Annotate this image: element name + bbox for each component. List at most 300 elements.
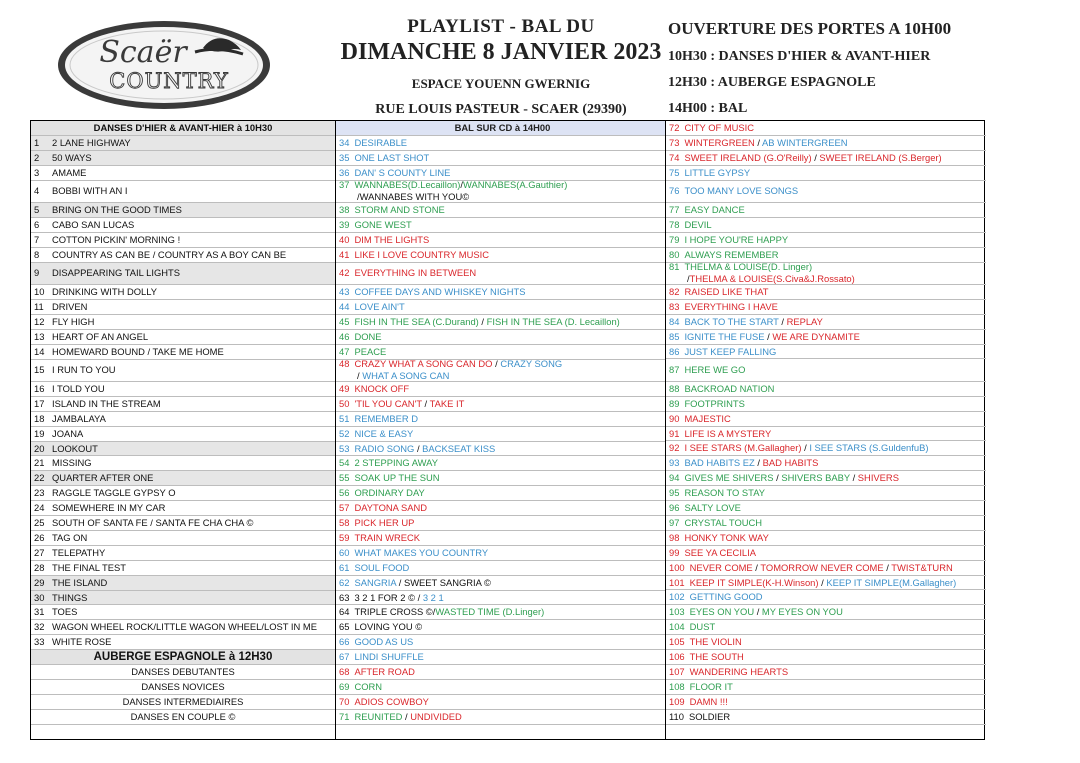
row-title: DISAPPEARING TAIL LIGHTS bbox=[52, 267, 180, 279]
title-part: / bbox=[773, 472, 782, 484]
title-part: SHIVERS BABY bbox=[781, 472, 850, 484]
song-row bbox=[336, 151, 666, 166]
row-line bbox=[34, 472, 335, 484]
row-line bbox=[669, 502, 986, 514]
column-danses-hier bbox=[31, 121, 335, 739]
row-number: 80 bbox=[669, 248, 680, 260]
title-part: / SWEET SANGRIA © bbox=[396, 576, 491, 588]
title-part: / bbox=[752, 561, 761, 573]
column-bal-suite bbox=[665, 121, 986, 739]
row-line bbox=[34, 301, 335, 313]
row-line bbox=[669, 263, 986, 274]
row-number: 73 bbox=[669, 136, 680, 148]
song-row bbox=[666, 665, 986, 680]
row-line bbox=[339, 301, 666, 313]
row-title: BRING ON THE GOOD TIMES bbox=[52, 204, 182, 216]
title-part: JUST KEEP FALLING bbox=[684, 345, 777, 357]
row-line bbox=[669, 696, 986, 708]
dance-row bbox=[31, 516, 335, 531]
title-part: / bbox=[818, 576, 827, 588]
row-title: I TOLD YOU bbox=[52, 382, 105, 394]
row-title: WAGON WHEEL ROCK/LITTLE WAGON WHEEL/LOST IN ME bbox=[52, 621, 317, 633]
row-line bbox=[669, 636, 986, 648]
title-part: FOOTPRINTS bbox=[684, 397, 745, 409]
row-line-continued bbox=[339, 191, 666, 203]
title-part: / bbox=[754, 457, 763, 469]
row-number: 23 bbox=[34, 487, 45, 499]
title-part: NICE & EASY bbox=[354, 427, 414, 439]
row-number: 67 bbox=[339, 651, 350, 663]
row-title: THINGS bbox=[52, 591, 88, 603]
song-row bbox=[336, 181, 666, 203]
row-number: 57 bbox=[339, 502, 350, 514]
row-line bbox=[339, 666, 666, 678]
title-part: WANNABES(A.Gauthier) bbox=[462, 180, 568, 191]
title-part: / bbox=[849, 472, 858, 484]
row-line bbox=[339, 267, 666, 279]
song-row bbox=[666, 218, 986, 233]
song-row bbox=[666, 635, 986, 650]
dance-row bbox=[31, 360, 335, 382]
row-number: 61 bbox=[339, 561, 350, 573]
row-number: 24 bbox=[34, 502, 45, 514]
title-part: SOUL FOOD bbox=[354, 561, 410, 573]
row-line bbox=[339, 398, 666, 410]
row-number: 72 bbox=[669, 121, 680, 133]
row-title: TAG ON bbox=[52, 531, 88, 543]
row-line bbox=[34, 234, 335, 246]
row-line bbox=[34, 413, 335, 425]
row-line bbox=[339, 711, 666, 723]
dance-row bbox=[31, 457, 335, 472]
song-row bbox=[666, 382, 986, 397]
row-number: 6 bbox=[34, 218, 40, 230]
title-part: UNDIVIDED bbox=[410, 710, 462, 722]
row-number: 104 bbox=[669, 621, 685, 633]
song-row bbox=[666, 285, 986, 300]
title-part: TOO MANY LOVE SONGS bbox=[684, 185, 799, 197]
title-part: LIKE I LOVE COUNTRY MUSIC bbox=[354, 248, 490, 260]
row-line bbox=[669, 346, 986, 358]
title-part: AB WINTERGREEN bbox=[762, 136, 848, 148]
dance-row bbox=[31, 397, 335, 412]
song-row bbox=[336, 680, 666, 695]
dance-row bbox=[31, 412, 335, 427]
row-line bbox=[669, 286, 986, 298]
row-line bbox=[339, 517, 666, 529]
title-part: TWIST&TURN bbox=[891, 561, 953, 573]
title-part: PICK HER UP bbox=[354, 517, 415, 529]
row-line bbox=[34, 286, 335, 298]
title-part: DAN' S COUNTY LINE bbox=[354, 166, 451, 178]
row-title: BOBBI WITH AN I bbox=[52, 185, 128, 197]
dance-row bbox=[31, 382, 335, 397]
row-line bbox=[669, 122, 986, 134]
row-number: 18 bbox=[34, 412, 45, 424]
dance-row bbox=[31, 218, 335, 233]
title-part: EASY DANCE bbox=[684, 203, 745, 215]
row-line bbox=[669, 204, 986, 216]
category-legend: DANSES DEBUTANTES bbox=[31, 665, 335, 680]
row-line bbox=[669, 185, 986, 197]
title-part: SOAK UP THE SUN bbox=[354, 472, 440, 484]
row-number: 15 bbox=[34, 364, 45, 376]
row-number: 32 bbox=[34, 621, 45, 633]
title-part: THE SOUTH bbox=[689, 651, 744, 663]
title-part: / bbox=[357, 370, 363, 382]
row-title: TELEPATHY bbox=[52, 546, 106, 558]
row-line bbox=[669, 562, 986, 574]
dance-row bbox=[31, 233, 335, 248]
row-line bbox=[34, 383, 335, 395]
dance-row bbox=[31, 606, 335, 621]
title-part: EVERYTHING IN BETWEEN bbox=[354, 267, 477, 279]
row-number: 64 bbox=[339, 606, 350, 618]
song-row bbox=[666, 360, 986, 382]
row-line bbox=[669, 442, 986, 454]
row-title: 2 LANE HIGHWAY bbox=[52, 136, 131, 148]
row-number: 44 bbox=[339, 300, 350, 312]
row-line bbox=[339, 346, 666, 358]
title-part: 3 2 1 bbox=[422, 591, 444, 603]
song-row bbox=[666, 680, 986, 695]
song-row bbox=[666, 471, 986, 486]
row-number: 5 bbox=[34, 204, 40, 216]
row-line bbox=[339, 167, 666, 179]
title-part: ORDINARY DAY bbox=[354, 487, 425, 499]
schedule-danses: 10H30 : DANSES D'HIER & AVANT-HIER bbox=[668, 49, 931, 64]
row-number: 82 bbox=[669, 285, 680, 297]
title-part: I SEE STARS (S.GuldenfuB) bbox=[809, 442, 929, 454]
row-title: COTTON PICKIN' MORNING ! bbox=[52, 233, 181, 245]
dance-row bbox=[31, 285, 335, 300]
row-line bbox=[339, 413, 666, 425]
row-number: 106 bbox=[669, 651, 685, 663]
row-line bbox=[339, 621, 666, 633]
title-part: LITTLE GYPSY bbox=[684, 166, 751, 178]
song-row bbox=[336, 166, 666, 181]
title-part: WHAT MAKES YOU COUNTRY bbox=[354, 546, 489, 558]
row-number: 71 bbox=[339, 710, 350, 722]
row-number: 10 bbox=[34, 286, 45, 298]
row-line bbox=[339, 562, 666, 574]
title-part: GONE WEST bbox=[354, 218, 412, 230]
title-part: CRAZY SONG bbox=[500, 359, 563, 370]
row-line bbox=[339, 234, 666, 246]
song-row bbox=[666, 248, 986, 263]
row-number: 2 bbox=[34, 151, 40, 163]
row-line bbox=[34, 331, 335, 343]
title-part: WASTED TIME (D.Linger) bbox=[435, 606, 545, 618]
row-number: 86 bbox=[669, 345, 680, 357]
row-title: WHITE ROSE bbox=[52, 636, 112, 648]
row-line bbox=[669, 219, 986, 231]
song-row bbox=[666, 591, 986, 606]
title-part: FISH IN THE SEA (D. Lecaillon) bbox=[486, 315, 620, 327]
row-line bbox=[34, 185, 335, 197]
song-row bbox=[336, 635, 666, 650]
row-line bbox=[34, 249, 335, 261]
row-number: 9 bbox=[34, 267, 40, 279]
row-line bbox=[34, 204, 335, 216]
dance-row bbox=[31, 315, 335, 330]
row-line bbox=[34, 547, 335, 559]
song-row bbox=[336, 501, 666, 516]
dance-row bbox=[31, 263, 335, 285]
row-title: QUARTER AFTER ONE bbox=[52, 472, 154, 484]
row-number: 77 bbox=[669, 203, 680, 215]
row-line bbox=[34, 346, 335, 358]
title-part: TAKE IT bbox=[429, 397, 465, 409]
row-number: 39 bbox=[339, 218, 350, 230]
song-row bbox=[336, 665, 666, 680]
title-part: DIM THE LIGHTS bbox=[354, 233, 430, 245]
row-number: 110 bbox=[669, 710, 684, 722]
row-line bbox=[669, 316, 986, 328]
row-number: 105 bbox=[669, 636, 685, 648]
row-number: 7 bbox=[34, 233, 40, 245]
row-line bbox=[339, 592, 666, 604]
song-row bbox=[666, 501, 986, 516]
dance-row bbox=[31, 591, 335, 606]
row-number: 55 bbox=[339, 472, 350, 484]
title-part: 'TIL YOU CAN'T bbox=[354, 397, 422, 409]
title-part: BACKROAD NATION bbox=[684, 382, 775, 394]
row-line bbox=[339, 651, 666, 663]
song-row bbox=[666, 456, 986, 471]
song-row bbox=[666, 315, 986, 330]
row-title: HOMEWARD BOUND / TAKE ME HOME bbox=[52, 345, 224, 357]
song-row bbox=[666, 181, 986, 203]
title-part: ONE LAST SHOT bbox=[354, 151, 430, 163]
row-title: ISLAND IN THE STREAM bbox=[52, 397, 161, 409]
song-row bbox=[666, 427, 986, 442]
dance-row bbox=[31, 427, 335, 442]
row-title: SOUTH OF SANTA FE / SANTA FE CHA CHA © bbox=[52, 517, 254, 529]
song-row bbox=[336, 531, 666, 546]
row-number: 11 bbox=[34, 300, 44, 312]
row-line bbox=[339, 696, 666, 708]
title-part: TRAIN WRECK bbox=[354, 531, 421, 543]
row-line bbox=[339, 428, 666, 440]
row-line bbox=[669, 364, 986, 376]
row-number: 89 bbox=[669, 397, 680, 409]
title-part: / bbox=[687, 273, 690, 285]
song-row bbox=[336, 427, 666, 442]
title-part: / bbox=[778, 315, 787, 327]
row-line bbox=[339, 457, 666, 469]
row-line bbox=[669, 167, 986, 179]
row-number: 74 bbox=[669, 151, 680, 163]
title-part: DUST bbox=[689, 621, 716, 633]
song-row bbox=[336, 330, 666, 345]
scaer-country-logo bbox=[55, 18, 273, 112]
column1-header: DANSES D'HIER & AVANT-HIER à 10H30 bbox=[31, 121, 335, 136]
dance-row bbox=[31, 442, 335, 457]
title-part: COFFEE DAYS AND WHISKEY NIGHTS bbox=[354, 286, 526, 298]
dance-row bbox=[31, 203, 335, 218]
playlist-table bbox=[30, 120, 985, 740]
title-part: SWEET IRELAND (G.O'Reilly) bbox=[684, 151, 812, 163]
row-number: 85 bbox=[669, 330, 680, 342]
row-line bbox=[34, 502, 335, 514]
title-part: DAYTONA SAND bbox=[354, 502, 428, 514]
title-part: / bbox=[883, 561, 892, 573]
row-line bbox=[339, 249, 666, 261]
schedule-doors: OUVERTURE DES PORTES A 10H00 bbox=[668, 19, 952, 38]
title-part: RAISED LIKE THAT bbox=[684, 285, 769, 297]
row-number: 45 bbox=[339, 315, 350, 327]
title-part: WANNABES(D.Lecaillon) bbox=[354, 180, 461, 191]
row-number: 49 bbox=[339, 382, 350, 394]
row-number: 65 bbox=[339, 621, 350, 633]
dance-row bbox=[31, 501, 335, 516]
title-part: / bbox=[801, 442, 810, 454]
row-line bbox=[34, 219, 335, 231]
row-number: 27 bbox=[34, 546, 45, 558]
row-number: 79 bbox=[669, 233, 680, 245]
title-part: DESIRABLE bbox=[354, 136, 408, 148]
row-line bbox=[34, 267, 335, 279]
row-line bbox=[34, 443, 335, 455]
row-line bbox=[339, 137, 666, 149]
row-line bbox=[669, 472, 986, 484]
row-number: 63 bbox=[339, 591, 350, 603]
dance-row bbox=[31, 576, 335, 591]
row-number: 76 bbox=[669, 185, 680, 197]
schedule-bal: 14H00 : BAL bbox=[668, 101, 748, 116]
row-line bbox=[339, 181, 666, 192]
song-row bbox=[666, 710, 986, 725]
song-row bbox=[666, 330, 986, 345]
title-part: SANGRIA bbox=[354, 576, 397, 588]
song-row bbox=[336, 136, 666, 151]
row-line bbox=[669, 606, 986, 618]
row-title: THE ISLAND bbox=[52, 576, 108, 588]
dance-row bbox=[31, 166, 335, 181]
row-number: 75 bbox=[669, 166, 680, 178]
row-line bbox=[34, 316, 335, 328]
song-row bbox=[336, 576, 666, 591]
row-line bbox=[339, 286, 666, 298]
song-row bbox=[336, 300, 666, 315]
address: RUE LOUIS PASTEUR - SCAER (29390) bbox=[375, 102, 627, 117]
row-number: 42 bbox=[339, 267, 350, 279]
row-line bbox=[669, 137, 986, 149]
title-part: LIFE IS A MYSTERY bbox=[684, 427, 772, 439]
title-part: KEEP IT SIMPLE(M.Gallagher) bbox=[826, 576, 957, 588]
song-row bbox=[666, 486, 986, 501]
title-part: SEE YA CECILIA bbox=[684, 546, 756, 558]
title-line2: DIMANCHE 8 JANVIER 2023 bbox=[340, 39, 662, 65]
title-part: EYES ON YOU bbox=[689, 606, 755, 618]
song-row bbox=[336, 360, 666, 382]
row-line bbox=[339, 219, 666, 231]
row-title: 50 WAYS bbox=[52, 151, 92, 163]
row-number: 41 bbox=[339, 248, 350, 260]
row-number: 51 bbox=[339, 412, 350, 424]
schedule-auberge: 12H30 : AUBERGE ESPAGNOLE bbox=[668, 75, 876, 90]
row-line bbox=[339, 547, 666, 559]
row-number: 50 bbox=[339, 397, 350, 409]
song-row bbox=[666, 136, 986, 151]
song-row bbox=[336, 457, 666, 472]
song-row bbox=[336, 650, 666, 665]
row-number: 91 bbox=[669, 427, 680, 439]
song-row bbox=[666, 151, 986, 166]
song-row bbox=[666, 121, 986, 136]
song-row bbox=[666, 442, 986, 457]
title-part: THELMA & LOUISE(S.Civa&J.Rossato) bbox=[689, 273, 855, 285]
row-number: 98 bbox=[669, 531, 680, 543]
row-line bbox=[339, 502, 666, 514]
dance-row bbox=[31, 546, 335, 561]
title-part: WHAT A SONG CAN bbox=[362, 370, 450, 382]
title-part: MY EYES ON YOU bbox=[761, 606, 843, 618]
row-line bbox=[34, 636, 335, 648]
row-number: 33 bbox=[34, 636, 45, 648]
title-part: BAD HABITS bbox=[762, 457, 819, 469]
row-title: THE FINAL TEST bbox=[52, 561, 126, 573]
title-part: LOVE AIN'T bbox=[354, 300, 405, 312]
row-line bbox=[339, 204, 666, 216]
song-row bbox=[666, 300, 986, 315]
title-part: / bbox=[414, 442, 423, 454]
category-legend: DANSES EN COUPLE © bbox=[31, 710, 335, 725]
song-row bbox=[666, 263, 986, 285]
column2-header: BAL SUR CD à 14H00 bbox=[336, 121, 666, 136]
row-line bbox=[339, 606, 666, 618]
song-row bbox=[666, 650, 986, 665]
row-number: 37 bbox=[339, 180, 350, 191]
title-part: KEEP IT SIMPLE(K-H.Winson) bbox=[689, 576, 819, 588]
row-line bbox=[339, 383, 666, 395]
row-line bbox=[339, 472, 666, 484]
row-line bbox=[34, 137, 335, 149]
row-number: 95 bbox=[669, 487, 680, 499]
row-line bbox=[669, 532, 986, 544]
row-line bbox=[339, 360, 666, 371]
row-line bbox=[34, 577, 335, 589]
row-number: 53 bbox=[339, 442, 350, 454]
dance-row bbox=[31, 151, 335, 166]
row-number: 99 bbox=[669, 546, 680, 558]
row-number: 30 bbox=[34, 591, 45, 603]
row-number: 31 bbox=[34, 606, 45, 618]
title-part: REUNITED bbox=[354, 710, 403, 722]
row-number: 109 bbox=[669, 695, 685, 707]
title-part: ALWAYS REMEMBER bbox=[684, 248, 779, 260]
row-number: 34 bbox=[339, 136, 350, 148]
song-row bbox=[336, 620, 666, 635]
row-line bbox=[669, 621, 986, 633]
row-line bbox=[339, 487, 666, 499]
song-row bbox=[336, 516, 666, 531]
venue: ESPACE YOUENN GWERNIG bbox=[411, 76, 591, 91]
row-line bbox=[669, 681, 986, 693]
song-row bbox=[666, 695, 986, 710]
row-line bbox=[34, 621, 335, 633]
title-part: /WANNABES WITH YOU© bbox=[357, 191, 470, 203]
title-line1: PLAYLIST - BAL DU bbox=[407, 16, 595, 37]
row-title: CABO SAN LUCAS bbox=[52, 218, 135, 230]
title-part: GIVES ME SHIVERS bbox=[684, 472, 774, 484]
row-number: 87 bbox=[669, 364, 680, 376]
title-part: / bbox=[492, 359, 501, 370]
row-number: 43 bbox=[339, 286, 350, 298]
title-part: MAJESTIC bbox=[684, 412, 731, 424]
row-number: 84 bbox=[669, 315, 680, 327]
